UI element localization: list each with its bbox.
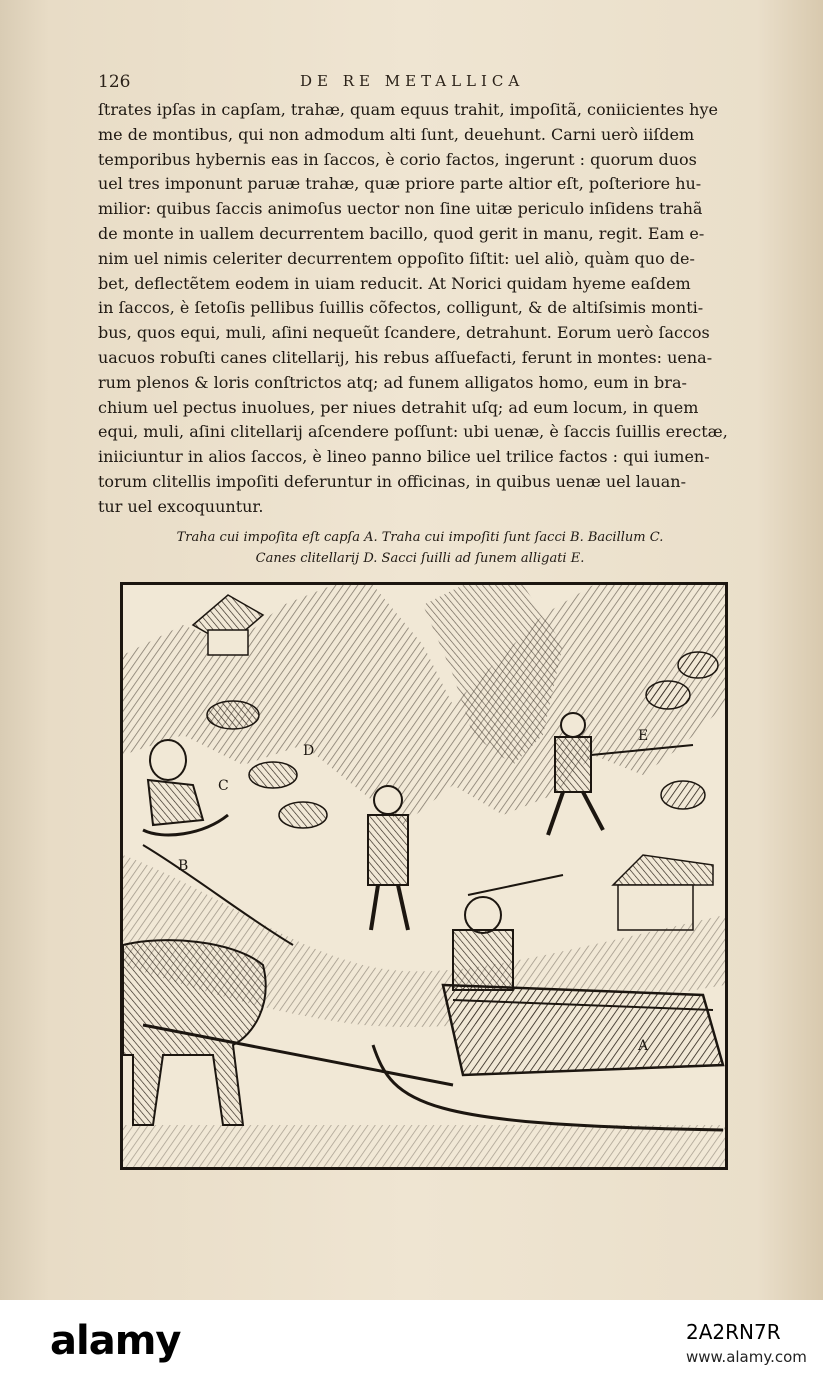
text-line: chium uel pectus inuolues, per niues detrahit uſq; ad eum locum, in quem bbox=[98, 397, 699, 417]
text-line: torum clitellis impoſiti deferuntur in officinas, in quibus uenæ uel lauan- bbox=[98, 471, 687, 491]
caption-line-2: Canes clitellarij D. Sacci ſuilli ad ſunem alligati E. bbox=[255, 551, 585, 566]
figure-letter-c: C bbox=[218, 778, 229, 794]
text-line: uacuos robuſti canes clitellarij, his rebus aſſuefacti, ferunt in montes: uena- bbox=[98, 347, 713, 367]
woodcut-illustration bbox=[120, 582, 728, 1170]
figure-letter-e: E bbox=[638, 728, 649, 744]
text-line: in ſaccos, è ſetoſis pellibus ſuillis cõfectos, colligunt, & de altiſsimis monti- bbox=[98, 298, 704, 318]
text-line: bet, deflectẽtem eodem in uiam reducit. At Norici quidam hyeme eaſdem bbox=[98, 273, 691, 293]
text-line: ſtrates ipſas in capſam, trahæ, quam equus trahit, impoſitã, coniicientes hye bbox=[98, 100, 718, 119]
text-line: temporibus hybernis eas in ſaccos, è corio factos, ingerunt : quorum duos bbox=[98, 149, 697, 169]
figure-letter-b: B bbox=[178, 858, 189, 874]
text-line: milior: quibus ſaccis animoſus uector non ſine uitæ periculo inſidens trahã bbox=[98, 199, 703, 219]
caption-line-1: Traha cui impoſita eſt capſa A. Traha cui impoſiti ſunt ſacci B. Bacillum C. bbox=[176, 530, 664, 545]
site-url: www.alamy.com bbox=[686, 1348, 807, 1366]
image-id: 2A2RN7R bbox=[686, 1320, 781, 1344]
text-line: nim uel nimis celeriter decurrentem oppoſito ſiſtit: uel aliò, quàm quo de- bbox=[98, 248, 695, 268]
text-line: tur uel excoquuntur. bbox=[98, 496, 264, 516]
text-line: de monte in uallem decurrentem bacillo, quod gerit in manu, regit. Eam e- bbox=[98, 223, 705, 243]
text-line: iniiciuntur in alios ſaccos, è lineo panno bilice uel trilice factos : qui iumen- bbox=[98, 447, 710, 467]
horse bbox=[123, 940, 266, 1125]
text-line: uel tres imponunt paruæ trahæ, quæ priore parte altior eſt, poſteriore hu- bbox=[98, 174, 702, 194]
figure-letter-d: D bbox=[303, 743, 315, 759]
stock-watermark: alamy bbox=[50, 1318, 181, 1364]
figure-letter-a: A bbox=[638, 1038, 649, 1054]
ground bbox=[123, 1125, 725, 1167]
house-right bbox=[613, 855, 713, 930]
running-title: DE RE METALLICA bbox=[300, 72, 525, 90]
text-line: equi, muli, aſini clitellarij aſcendere poſſunt: ubi uenæ, è ſaccis ſuillis erectæ, bbox=[98, 422, 728, 442]
text-line: me de montibus, qui non admodum alti ſunt, deuehunt. Carni uerò iiſdem bbox=[98, 124, 695, 144]
page-number: 126 bbox=[98, 72, 131, 92]
text-line: rum plenos & loris conſtrictos atq; ad funem alligatos homo, eum in bra- bbox=[98, 372, 687, 392]
sled-rider bbox=[143, 740, 228, 835]
text-line: bus, quos equi, muli, aſini nequeũt ſcandere, detrahunt. Eorum uerò ſaccos bbox=[98, 323, 710, 343]
woodcut-drawing bbox=[123, 585, 725, 1167]
body-text bbox=[98, 98, 743, 520]
figure-caption bbox=[120, 527, 720, 569]
